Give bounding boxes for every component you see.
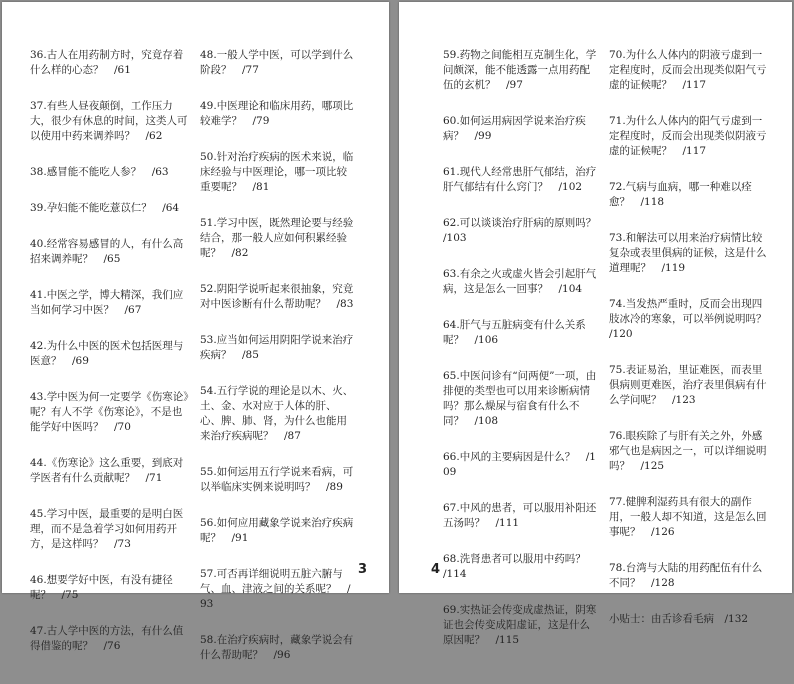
left-page — [2, 2, 389, 661]
toc-entry: 69.实热证会传变成虚热证，阴寒证也会传变成阳虚证，这是什么原因呢？ /115 — [443, 604, 597, 646]
toc-entry: 41.中医之学，博大精深，我们应当如何学习中医？ /67 — [30, 289, 184, 316]
toc-entry: 62.可以谈谈治疗肝病的原则吗？ /103 — [443, 217, 607, 244]
toc-entry: 53.应当如何运用阴阳学说来治疗疾病？ /85 — [200, 334, 354, 361]
toc-entry: 52.阴阳学说听起来很抽象，究竟对中医诊断有什么帮助呢？ /83 — [200, 283, 354, 310]
toc-entry: 60.如何运用病因学说来治疗疾病？ /99 — [443, 115, 586, 142]
toc-entry: 47.古人学中医的方法，有什么值得借鉴的呢？ /76 — [30, 625, 184, 652]
left-page-column-2 — [200, 48, 355, 684]
toc-entry: 49.中医理论和临床用药，哪项比较难学？ /79 — [200, 100, 354, 127]
toc-entry: 45.学习中医，最重要的是明白医理，而不是急着学习如何用药开方，是这样吗？ /73 — [30, 508, 184, 550]
toc-entry: 58.在治疗疾病时，藏象学说会有什么帮助呢？ /96 — [200, 634, 354, 661]
toc-entry: 59.药物之间能相互克制生化，学问颇深，能不能透露一点用药配伍的玄机？ /97 — [443, 49, 597, 91]
toc-entry: 72.气病与血病，哪一种难以痊愈？ /118 — [609, 181, 752, 208]
toc-entry: 39.孕妇能不能吃薏苡仁？ /64 — [30, 202, 180, 214]
toc-entry: 77.健脾利湿药具有很大的副作用，一般人却不知道，这是怎么回事呢？ /126 — [609, 496, 767, 538]
toc-entry: 68.洗肾患者可以服用中药吗？ /114 — [443, 553, 597, 580]
toc-entry: 67.中风的患者，可以服用补阳还五汤吗？ /111 — [443, 502, 597, 529]
toc-entry: 70.为什么人体内的阴液亏虚到一定程度时，反而会出现类似阳气亏虚的证候呢？ /117 — [609, 49, 767, 91]
right-page-column-1 — [443, 48, 607, 669]
toc-entry: 44.《伤寒论》这么重要，到底对学医者有什么贡献呢？ /71 — [30, 457, 184, 484]
toc-entry: 64.肝气与五脏病变有什么关系呢？ /106 — [443, 319, 586, 346]
toc-entry: 38.感冒能不能吃人参？ /63 — [30, 166, 169, 178]
toc-entry: 50.针对治疗疾病的医术来说，临床经验与中医理论，哪一项比较重要呢？ /81 — [200, 151, 354, 193]
toc-entry: 56.如何应用藏象学说来治疗疾病呢？ /91 — [200, 517, 354, 544]
toc-entry: 43.学中医为何一定要学《伤寒论》呢？有人不学《伤寒论》，不是也能学好中医吗？ /70 — [30, 391, 189, 433]
toc-entry: 46.想要学好中医，有没有捷径呢？ /75 — [30, 574, 173, 601]
toc-entry: 36.古人在用药制方时，究竟存着什么样的心态？ /61 — [30, 49, 184, 76]
toc-entry: 63.有余之火或虚火皆会引起肝气病，这是怎么一回事？ /104 — [443, 268, 597, 295]
toc-entry: 40.经常容易感冒的人，有什么高招来调养呢？ /65 — [30, 238, 184, 265]
toc-entry: 小贴士：由舌诊看毛病 /132 — [609, 613, 749, 625]
toc-entry: 48.一般人学中医，可以学到什么阶段？ /77 — [200, 49, 354, 76]
left-page-column-1 — [30, 48, 190, 675]
toc-entry: 42.为什么中医的医术包括医理与医意？ /69 — [30, 340, 184, 367]
toc-entry: 75.表证易治，里证难医，而表里俱病则更难医，治疗表里俱病有什么学问呢？ /123 — [609, 364, 767, 406]
toc-entry: 65.中医问诊有“问两便”一项，由排便的类型也可以用来诊断病情吗？那么燥屎与宿食有什么不同？ /108 — [443, 370, 597, 427]
toc-entry: 78.台湾与大陆的用药配伍有什么不同？ /128 — [609, 562, 763, 589]
toc-entry: 54.五行学说的理论是以木、火、土、金、水对应于人体的肝、心、脾、肺、肾，为什么也能用来治疗疾病呢？ /87 — [200, 385, 354, 442]
toc-entry: 74.当发热严重时，反而会出现四肢冰冷的寒象，可以举例说明吗？ /120 — [609, 298, 777, 340]
toc-entry: 61.现代人经常患肝气郁结，治疗肝气郁结有什么窍门？ /102 — [443, 166, 597, 193]
page-number: 3 — [357, 562, 367, 577]
right-page — [399, 2, 792, 646]
toc-entry: 37.有些人昼夜颠倒，工作压力大，很少有休息的时间，这类人可以使用中药来调养吗？ /62 — [30, 100, 188, 142]
toc-entry: 73.和解法可以用来治疗病情比较复杂或表里俱病的证候，这是什么道理呢？ /119 — [609, 232, 767, 274]
toc-entry: 76.眼疾除了与肝有关之外，外感邪气也是病因之一，可以详细说明吗？ /125 — [609, 430, 767, 472]
page-number: 4 — [431, 562, 441, 577]
toc-entry: 51.学习中医，既然理论要与经验结合，那一般人应如何积累经验呢？ /82 — [200, 217, 354, 259]
toc-entry: 66.中风的主要病因是什么？ /109 — [443, 451, 596, 478]
toc-entry: 71.为什么人体内的阳气亏虚到一定程度时，反而会出现类似阴液亏虚的证候呢？ /117 — [609, 115, 767, 157]
toc-entry: 55.如何运用五行学说来看病，可以举临床实例来说明吗？ /89 — [200, 466, 354, 493]
toc-entry: 57.可否再详细说明五脏六腑与气、血、津液之间的关系呢？ /93 — [200, 568, 351, 610]
right-page-column-2 — [609, 48, 777, 648]
